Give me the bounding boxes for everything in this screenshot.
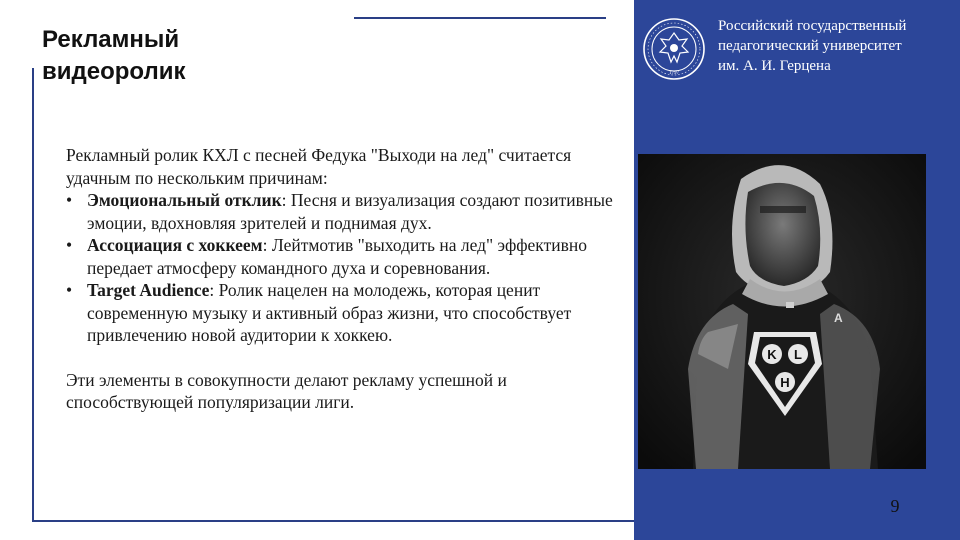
bullet-term: Target Audience xyxy=(87,280,210,300)
intro-paragraph: Рекламный ролик КХЛ с песней Федука "Выходи на лед" считается удачным по нескольким причинам: xyxy=(66,145,572,188)
bullet-term: Ассоциация с хоккеем xyxy=(87,235,263,255)
page-number: 9 xyxy=(890,496,900,516)
bullet-icon: • xyxy=(66,280,73,300)
reasons-list xyxy=(66,189,616,347)
bullet-icon: • xyxy=(66,190,73,210)
list-item xyxy=(66,189,616,234)
university-name-line-2: педагогический университет xyxy=(718,38,902,54)
bullet-text: : Лейтмотив "выходить на лед" эффективно передает атмосферу командного духа и соревнования. xyxy=(87,235,587,278)
frame-bottom-line xyxy=(32,520,634,522)
slide-title xyxy=(42,24,302,88)
university-seal-logo xyxy=(643,18,705,80)
frame-left-line xyxy=(32,68,34,522)
title-line-1: Рекламный xyxy=(42,26,180,53)
university-name-line-3: им. А. И. Герцена xyxy=(718,58,831,74)
top-rule xyxy=(354,17,606,19)
hockey-player-photo xyxy=(638,154,926,469)
bullet-term: Эмоциональный отклик xyxy=(87,190,282,210)
bullet-text: : Песня и визуализация создают позитивные эмоции, вдохновляя зрителей и поднимая дух. xyxy=(87,190,613,233)
bullet-icon: • xyxy=(66,235,73,255)
list-item xyxy=(66,279,616,347)
sleeve-mark: A xyxy=(834,311,843,325)
jersey-letter-k: K xyxy=(767,347,777,362)
seal-year: 1797 xyxy=(669,71,679,76)
university-name xyxy=(718,16,948,76)
player-illustration xyxy=(638,154,926,469)
university-name-line-1: Российский государственный xyxy=(718,18,907,34)
bullet-text: : Ролик нацелен на молодежь, которая ценит современную музыку и активный образ жизни, что способствует привлечению новой аудитории к хоккею. xyxy=(87,280,572,345)
body-text xyxy=(66,144,616,414)
jersey-letter-l: L xyxy=(794,347,802,362)
list-item xyxy=(66,234,616,279)
jersey-letter-h: H xyxy=(780,375,790,390)
title-line-2: видеоролик xyxy=(42,58,186,85)
outro-paragraph: Эти элементы в совокупности делают рекламу успешной и способствующей популяризации лиги. xyxy=(66,369,507,412)
